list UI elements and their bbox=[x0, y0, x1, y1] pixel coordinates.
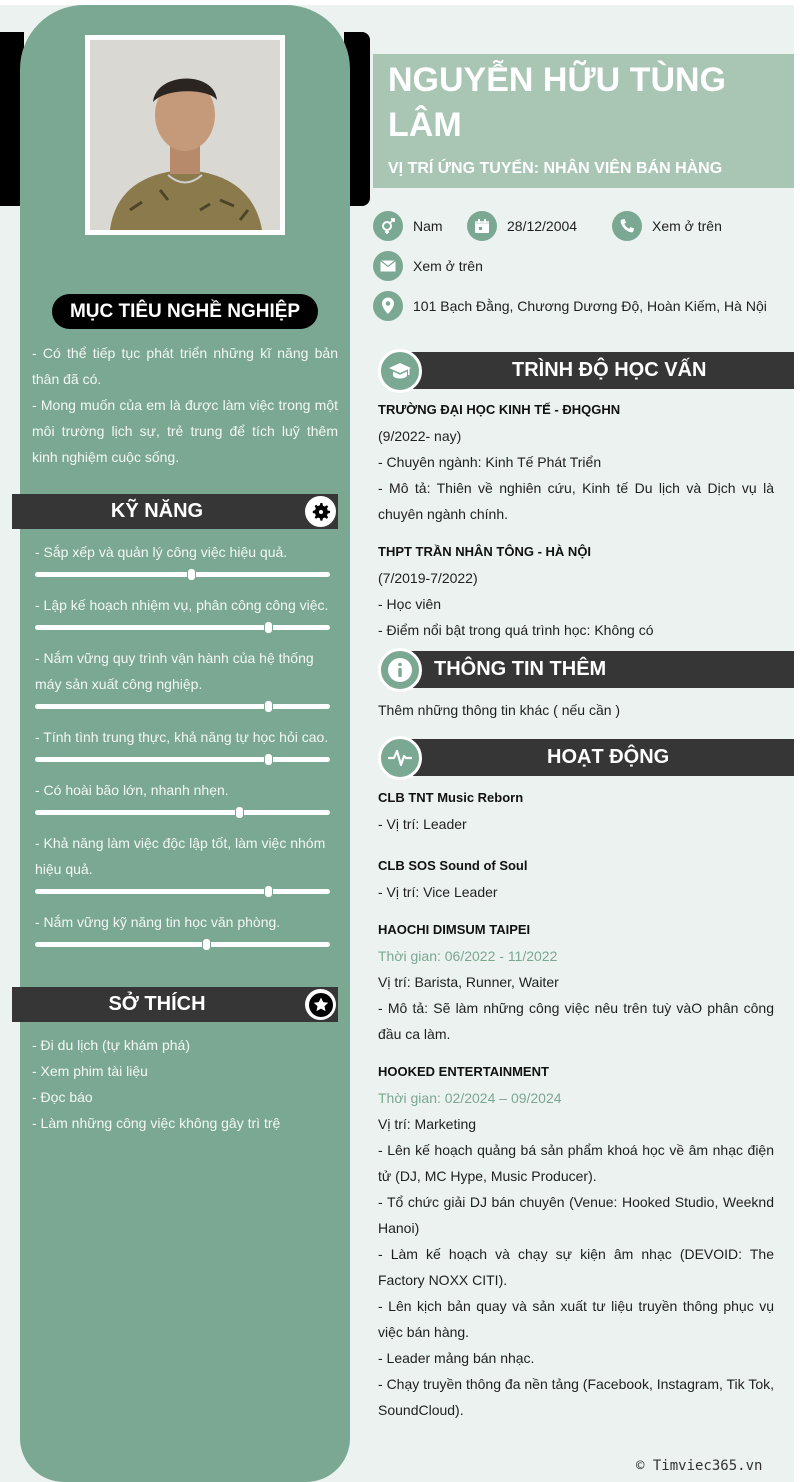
objective-line: - Có thể tiếp tục phát triển những kĩ năng bản thân đã có. bbox=[32, 345, 338, 387]
extra-info-title-bar bbox=[378, 651, 794, 688]
skill-item bbox=[35, 724, 340, 762]
job-time: Thời gian: 06/2022 - 11/2022 bbox=[378, 948, 558, 964]
job-name: HOOKED ENTERTAINMENT bbox=[378, 1064, 549, 1079]
job-detail: - Mô tả: Sẽ làm những công việc nêu trên tuỳ vàO phân công đầu ca làm. bbox=[378, 1000, 774, 1042]
skill-item bbox=[35, 539, 340, 577]
skill-level-knob bbox=[265, 622, 272, 633]
activity-job bbox=[378, 1059, 774, 1423]
skill-label: - Khả năng làm việc độc lập tốt, làm việc nhóm hiệu quả. bbox=[35, 835, 326, 877]
extra-info-text: Thêm những thông tin khác ( nếu cần ) bbox=[378, 702, 621, 718]
star-icon bbox=[305, 989, 336, 1020]
objective-line: - Mong muốn của em là được làm việc trong một môi trường lịch sự, trẻ trung để tích luỹ thêm kinh nghiệm cuộc sống. bbox=[32, 397, 338, 465]
info-address bbox=[373, 291, 767, 321]
hobby-item: - Đọc báo bbox=[32, 1089, 93, 1105]
school-time: (9/2022- nay) bbox=[378, 428, 462, 444]
hobby-item: - Đi du lịch (tự khám phá) bbox=[32, 1037, 190, 1053]
skill-item bbox=[35, 830, 340, 894]
skill-level-bar bbox=[35, 810, 330, 815]
skill-level-bar bbox=[35, 889, 330, 894]
skills-title: KỸ NĂNG bbox=[110, 500, 204, 522]
education-title: TRÌNH ĐỘ HỌC VẤN bbox=[512, 359, 707, 381]
header-name-box bbox=[373, 54, 794, 188]
hobbies-title: SỞ THÍCH bbox=[108, 993, 206, 1015]
calendar-icon bbox=[467, 211, 497, 241]
education-title-bar bbox=[378, 352, 794, 389]
info-gender bbox=[373, 211, 443, 241]
club-name: CLB TNT Music Reborn bbox=[378, 790, 524, 805]
club-role: - Vị trí: Leader bbox=[378, 816, 467, 832]
portrait-illustration bbox=[90, 40, 280, 230]
objective-text bbox=[32, 340, 338, 470]
hobby-item: - Xem phim tài liệu bbox=[32, 1063, 148, 1079]
extra-info-title: THÔNG TIN THÊM bbox=[434, 658, 607, 680]
skill-item bbox=[35, 592, 340, 630]
skill-level-bar bbox=[35, 572, 330, 577]
profile-photo-image bbox=[90, 40, 280, 230]
job-detail: - Chạy truyền thông đa nền tảng (Facebook, Instagram, Tik Tok, SoundCloud). bbox=[378, 1376, 774, 1418]
job-name: HAOCHI DIMSUM TAIPEI bbox=[378, 922, 531, 937]
skill-level-knob bbox=[203, 939, 210, 950]
job-detail: - Lên kịch bản quay và sản xuất tư liệu truyền thông phục vụ việc bán hàng. bbox=[378, 1298, 774, 1340]
skill-label: - Sắp xếp và quản lý công việc hiệu quả. bbox=[35, 544, 288, 560]
school-detail: - Học viên bbox=[378, 596, 442, 612]
info-icon bbox=[378, 648, 422, 692]
graduation-cap-icon bbox=[378, 349, 422, 393]
hobby-item: - Làm những công việc không gây trì trệ bbox=[32, 1115, 281, 1131]
email-value: Xem ở trên bbox=[413, 258, 483, 274]
education-school bbox=[378, 539, 774, 643]
skill-level-knob bbox=[265, 701, 272, 712]
school-time: (7/2019-7/2022) bbox=[378, 570, 478, 586]
school-detail: - Mô tả: Thiên về nghiên cứu, Kinh tế Du lịch và Dịch vụ là chuyên ngành chính. bbox=[378, 480, 774, 522]
skill-level-knob bbox=[236, 807, 243, 818]
skill-level-knob bbox=[265, 886, 272, 897]
school-detail: - Chuyên ngành: Kinh Tế Phát Triển bbox=[378, 454, 602, 470]
skill-level-bar bbox=[35, 757, 330, 762]
pulse-icon bbox=[378, 736, 422, 780]
activities-title-bar bbox=[378, 739, 794, 776]
gear-icon bbox=[305, 496, 336, 527]
skill-label: - Tính tình trung thực, khả năng tự học hỏi cao. bbox=[35, 729, 329, 745]
hobbies-list bbox=[32, 1032, 342, 1136]
skill-level-bar bbox=[35, 942, 330, 947]
job-detail: - Leader mảng bán nhạc. bbox=[378, 1350, 535, 1366]
birthday-value: 28/12/2004 bbox=[507, 218, 578, 234]
activity-club bbox=[378, 785, 774, 837]
school-name: TRƯỜNG ĐẠI HỌC KINH TẾ - ĐHQGHN bbox=[378, 402, 621, 417]
skill-label: - Nắm vững kỹ năng tin học văn phòng. bbox=[35, 914, 281, 930]
activity-job bbox=[378, 917, 774, 1047]
address-value: 101 Bạch Đằng, Chương Dương Độ, Hoàn Kiếm, Hà Nội bbox=[413, 298, 767, 314]
phone-icon bbox=[612, 211, 642, 241]
skills-title-bar bbox=[12, 494, 338, 529]
skill-item bbox=[35, 645, 340, 709]
school-detail: - Điểm nổi bật trong quá trình học: Không có bbox=[378, 622, 654, 638]
job-detail: - Tổ chức giải DJ bán chuyên (Venue: Hooked Studio, Weeknd Hanoi) bbox=[378, 1194, 774, 1236]
skill-level-knob bbox=[188, 569, 195, 580]
extra-info-block bbox=[378, 697, 774, 723]
gender-icon bbox=[373, 211, 403, 241]
footer-watermark: © Timviec365.vn bbox=[636, 1458, 763, 1474]
skill-label: - Có hoài bão lớn, nhanh nhẹn. bbox=[35, 782, 229, 798]
info-phone bbox=[612, 211, 722, 241]
skill-level-bar bbox=[35, 625, 330, 630]
skill-item bbox=[35, 777, 340, 815]
mail-icon bbox=[373, 251, 403, 281]
location-pin-icon bbox=[373, 291, 403, 321]
skill-level-knob bbox=[265, 754, 272, 765]
activity-club bbox=[378, 853, 774, 905]
job-detail: Vị trí: Barista, Runner, Waiter bbox=[378, 974, 559, 990]
applied-position: VỊ TRÍ ỨNG TUYỂN: NHÂN VIÊN BÁN HÀNG bbox=[388, 160, 723, 177]
skill-label: - Nắm vững quy trình vận hành của hệ thống máy sản xuất công nghiệp. bbox=[35, 650, 314, 692]
phone-value: Xem ở trên bbox=[652, 218, 722, 234]
candidate-name: NGUYỄN HỮU TÙNG LÂM bbox=[388, 61, 726, 144]
education-school bbox=[378, 397, 774, 527]
job-detail: Vị trí: Marketing bbox=[378, 1116, 477, 1132]
skill-label: - Lập kế hoạch nhiệm vụ, phân công công việc. bbox=[35, 597, 329, 613]
skill-item bbox=[35, 909, 340, 947]
objective-title: MỤC TIÊU NGHỀ NGHIỆP bbox=[52, 294, 318, 329]
club-name: CLB SOS Sound of Soul bbox=[378, 858, 528, 873]
hobbies-title-bar bbox=[12, 987, 338, 1022]
school-name: THPT TRẦN NHÂN TÔNG - HÀ NỘI bbox=[378, 544, 592, 559]
skill-level-bar bbox=[35, 704, 330, 709]
job-time: Thời gian: 02/2024 – 09/2024 bbox=[378, 1090, 562, 1106]
job-detail: - Làm kế hoạch và chạy sự kiện âm nhạc (DEVOID: The Factory NOXX CITI). bbox=[378, 1246, 774, 1288]
club-role: - Vị trí: Vice Leader bbox=[378, 884, 498, 900]
job-detail: - Lên kế hoạch quảng bá sản phẩm khoá học về âm nhạc điện tử (DJ, MC Hype, Music Producer). bbox=[378, 1142, 774, 1184]
gender-value: Nam bbox=[413, 218, 443, 234]
activities-title: HOẠT ĐỘNG bbox=[547, 746, 670, 768]
info-birthday bbox=[467, 211, 577, 241]
profile-photo bbox=[85, 35, 285, 235]
info-email bbox=[373, 251, 483, 281]
